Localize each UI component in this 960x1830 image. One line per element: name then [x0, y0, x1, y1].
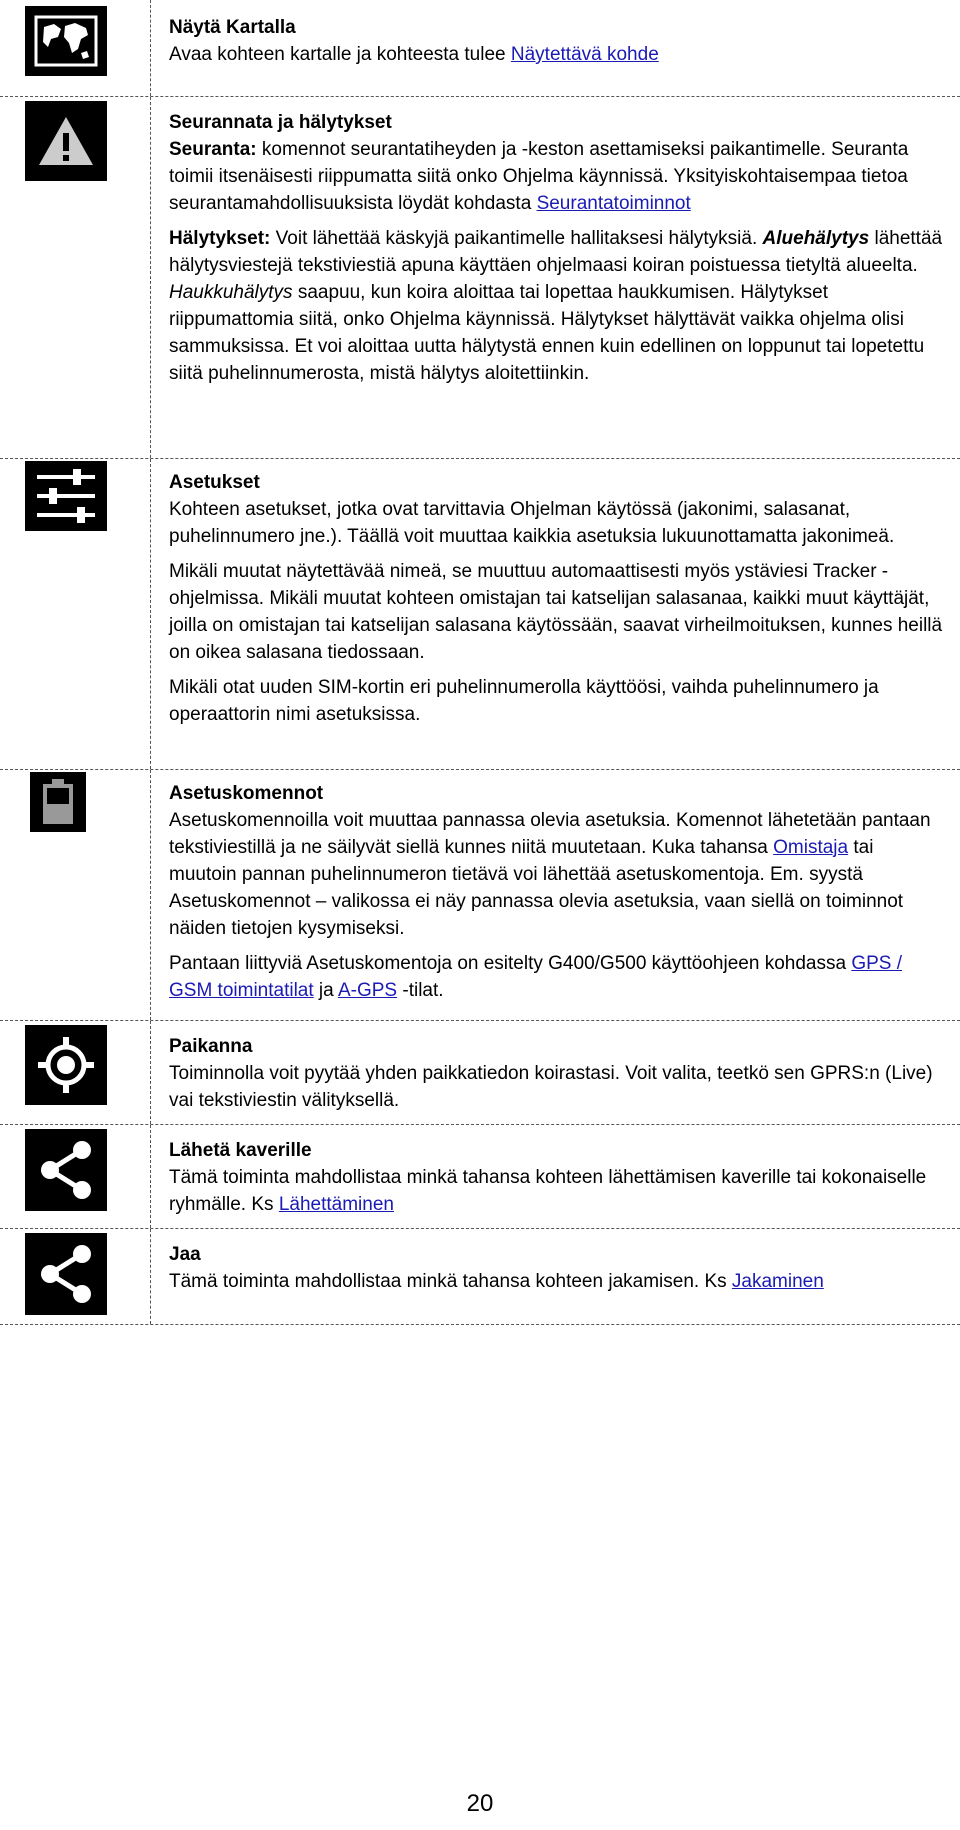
settings-p3: Mikäli otat uuden SIM-kortin eri puhelinnumerolla käyttöösi, vaihda puhelinnumero ja operaattorin nimi asetuksissa.	[169, 677, 879, 725]
row-settings	[0, 459, 960, 770]
area-alarm-term: Aluehälytys	[762, 228, 870, 249]
settings-p1: Kohteen asetukset, jotka ovat tarvittavia Ohjelman käytössä (jakonimi, salasanat, puhelinnumero jne.). Täällä voit muuttaa kaikkia asetuksia lukuunottamatta jakonimeä.	[169, 499, 895, 547]
locate-text: Toiminnolla voit pyytää yhden paikkatiedon koirastasi. Voit valita, teetkö sen GPRS:n (Live) vai tekstiviestin välityksellä.	[169, 1063, 933, 1111]
row-tracking	[0, 97, 960, 459]
settings-p2: Mikäli muutat näytettävää nimeä, se muuttuu automaattisesti myös ystäviesi Tracker -ohjelmissa. Mikäli muutat kohteen omistajan tai katselijan salasanaa, kaikki muut käyttäjät, joilla on omistajan tai katselijan salasana käytössään, saavat virheilmoituksen, kunnes heillä on oikea salasana tiedossaan.	[169, 561, 943, 663]
battery-icon	[30, 772, 86, 832]
row-send-friend	[0, 1125, 960, 1229]
link-tracking-functions[interactable]: Seurantatoiminnot	[536, 193, 691, 214]
row-locate	[0, 1021, 960, 1125]
share-text: Tämä toiminta mahdollistaa minkä tahansa kohteen jakamisen. Ks	[169, 1271, 732, 1292]
link-owner[interactable]: Omistaja	[773, 837, 849, 858]
tracking-text: komennot seurantatiheyden ja -keston asettamiseksi paikantimelle. Seuranta toimii itsenäisesti riippumatta siitä onko Ohjelma käynnissä. Yksityiskohtaisempaa tietoa seurantamahdollisuuksista löydät kohdasta	[169, 139, 909, 214]
sliders-icon	[25, 461, 107, 531]
warning-icon	[25, 101, 107, 181]
map-text: Avaa kohteen kartalle ja kohteesta tulee	[169, 44, 511, 65]
alarms-text-c: saapuu, kun koira aloittaa tai lopettaa haukkumisen. Hälytykset riippumattomia siitä, onko Ohjelma käynnissä. Hälytykset hälyttävät vaikka ohjelma olisi sammuksissa. Et voi aloittaa uutta hälytystä ennen kuin edellinen on loppunut tai lopetettu siitä puhelinnumerosta, mistä hälytys aloitettiinkin.	[169, 282, 925, 384]
bark-alarm-term: Haukkuhälytys	[169, 282, 293, 303]
row-setup-commands	[0, 770, 960, 1021]
page-number: 20	[466, 1790, 494, 1817]
send-friend-text: Tämä toiminta mahdollistaa minkä tahansa kohteen lähettämisen kaverille tai kokonaiselle ryhmälle. Ks	[169, 1167, 927, 1215]
tracking-title: Seurannata ja hälytykset	[169, 112, 392, 133]
setup-text-b: tai muutoin pannan puhelinnumeron tietävä voi lähettää asetuskomentoja. Em. syystä Asetuskomennot – valikossa ei näy pannassa olevia asetuksia, vaan siellä on toiminnot näiden tietojen kysymiseksi.	[169, 837, 904, 939]
tracking-label: Seuranta:	[169, 139, 257, 160]
setup-commands-title: Asetuskomennot	[169, 783, 324, 804]
alarms-text-b: lähettää hälytysviestejä tekstiviestiä apuna käyttäen ohjelmaasi koiran poistuessa tietyltä alueelta.	[169, 228, 943, 276]
link-target[interactable]: Näytettävä kohde	[510, 44, 659, 65]
share-icon	[25, 1129, 107, 1211]
locate-title: Paikanna	[169, 1036, 253, 1057]
locate-icon	[25, 1025, 107, 1105]
row-map	[0, 0, 960, 97]
share-title: Jaa	[169, 1244, 201, 1265]
link-agps[interactable]: A-GPS	[337, 980, 398, 1001]
link-sending[interactable]: Lähettäminen	[278, 1194, 394, 1215]
map-icon	[25, 6, 107, 76]
send-friend-title: Lähetä kaverille	[169, 1140, 312, 1161]
link-sharing[interactable]: Jakaminen	[731, 1271, 824, 1292]
setup-p2-b: -tilat.	[397, 980, 444, 1001]
link-gps-gsm-modes[interactable]: GPS / GSM toimintatilat	[169, 953, 902, 1001]
setup-p2-a: Pantaan liittyviä Asetuskomentoja on esitelty G400/G500 käyttöohjeen kohdassa	[169, 953, 852, 974]
alarms-text-a: Voit lähettää käskyjä paikantimelle hallitaksesi hälytyksiä.	[270, 228, 763, 249]
alarms-label: Hälytykset:	[169, 228, 271, 249]
share-icon	[25, 1233, 107, 1315]
setup-p2-mid: ja	[313, 980, 338, 1001]
setup-text-a: Asetuskomennoilla voit muuttaa pannassa olevia asetuksia. Komennot lähetetään pantaan tekstiviestillä ja ne säilyvät siellä kunnes niitä muutetaan. Kuka tahansa	[169, 810, 931, 858]
settings-title: Asetukset	[169, 472, 260, 493]
row-share	[0, 1229, 960, 1325]
map-title: Näytä Kartalla	[169, 17, 296, 38]
